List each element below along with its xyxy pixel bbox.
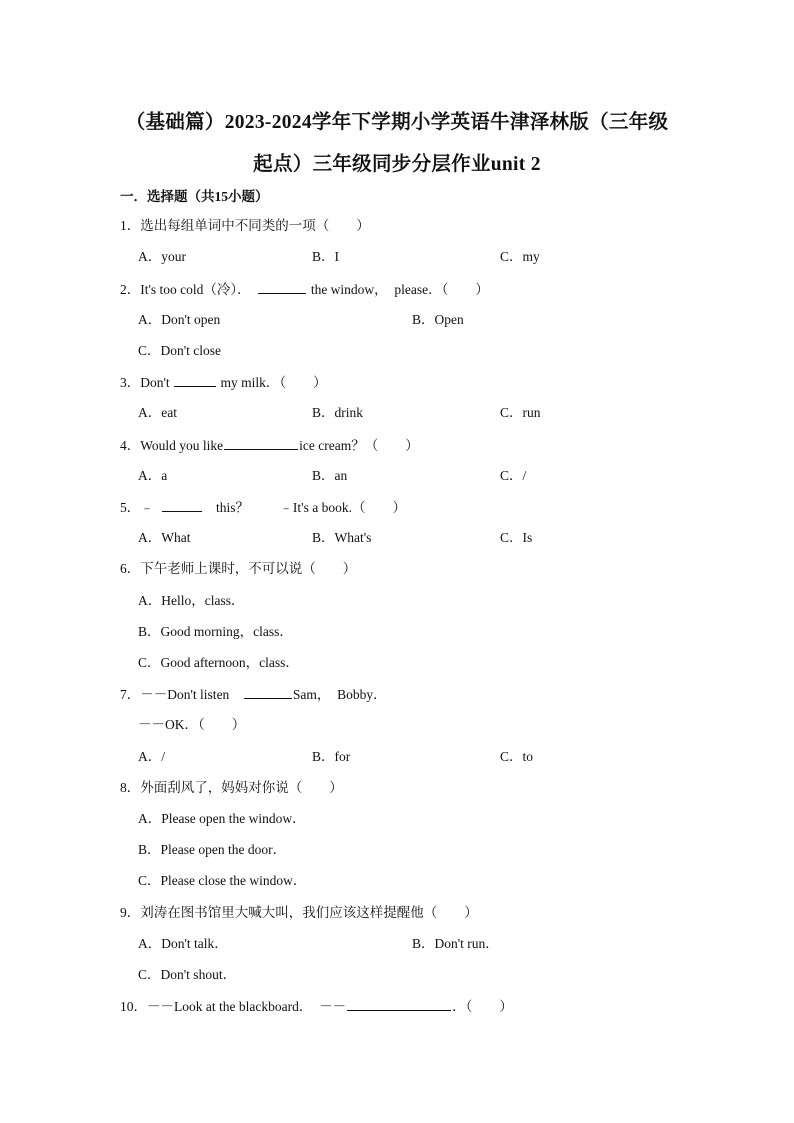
question-5-option-a: A．What (138, 530, 191, 545)
question-9-option-a: A．Don't talk． (138, 936, 228, 951)
question-1-option-a: A．your (138, 249, 186, 264)
question-1-option-c: C．my (500, 249, 540, 264)
question-7-option-c: C．to (500, 749, 534, 764)
question-3-stem-part-b: my milk．（ ） (220, 375, 327, 390)
question-2-option-c: C．Don't close (138, 343, 222, 358)
question-6-option-b: B．Good morning，class． (138, 624, 293, 639)
document-title-line-2: 起点）三年级同步分层作业unit 2 (253, 154, 541, 175)
question-2-option-a: A．Don't open (138, 312, 221, 327)
answer-blank (258, 280, 306, 294)
question-3-option-b: B．drink (312, 405, 364, 420)
question-1-stem: 1．选出每组单词中不同类的一项（ ） (120, 218, 370, 233)
question-4-stem-part-b: ice cream？（ ） (299, 438, 419, 453)
question-10-stem (120, 997, 513, 1016)
question-5-stem (120, 498, 406, 517)
question-10-stem-part-b: ．（ ） (452, 999, 513, 1014)
answer-blank (244, 685, 292, 699)
answer-blank (224, 436, 298, 450)
question-3-stem-part-a: 3．Don't (120, 375, 170, 390)
question-1-option-b: B．I (312, 249, 339, 264)
document-title-line-1: （基础篇）2023-2024学年下学期小学英语牛津泽林版（三年级 (125, 112, 669, 133)
question-8-option-b: B．Please open the door． (138, 842, 287, 857)
question-6-stem: 6．下午老师上课时，不可以说（ ） (120, 561, 357, 576)
question-3-option-c: C．run (500, 405, 541, 420)
question-7-stem-part-a: 7．－－Don't listen (120, 687, 230, 702)
question-5-stem-part-a: 5．﹣ (120, 500, 154, 515)
question-2-stem-part-b: the window， please．（ ） (310, 282, 489, 297)
question-6-option-c: C．Good afternoon，class． (138, 655, 299, 670)
question-5-option-c: C．Is (500, 530, 533, 545)
section-heading: 一．选择题（共15小题） (120, 189, 269, 204)
question-3-stem (120, 373, 327, 392)
question-9-option-b: B．Don't run． (412, 936, 499, 951)
question-7-stem (120, 685, 387, 704)
question-2-option-b: B．Open (412, 312, 464, 327)
question-10-stem-part-a: 10．－－Look at the blackboard． －－ (120, 999, 347, 1014)
question-4-stem (120, 436, 419, 455)
question-4-option-b: B．an (312, 468, 348, 483)
question-5-stem-part-c: ﹣It's a book.（ ） (279, 500, 406, 515)
question-7-option-a: A．/ (138, 749, 165, 764)
question-8-option-c: C．Please close the window． (138, 873, 307, 888)
question-4-option-c: C．/ (500, 468, 527, 483)
answer-blank (174, 373, 216, 387)
question-2-stem-part-a: 2．It's too cold（冷）． (120, 282, 251, 297)
question-4-stem-part-a: 4．Would you like (120, 438, 224, 453)
question-7-option-b: B．for (312, 749, 351, 764)
question-5-option-b: B．What's (312, 530, 372, 545)
question-7-stem-part-b: Sam， Bobby． (292, 687, 387, 702)
question-6-option-a: A．Hello，class． (138, 593, 245, 608)
answer-blank (347, 997, 451, 1011)
question-5-stem-part-b: this？ (216, 500, 250, 515)
question-7-stem-line-2: －－OK．（ ） (138, 717, 246, 732)
question-9-stem: 9．刘涛在图书馆里大喊大叫，我们应该这样提醒他（ ） (120, 905, 478, 920)
question-2-stem (120, 280, 489, 299)
question-3-option-a: A．eat (138, 405, 177, 420)
question-8-stem: 8．外面刮风了，妈妈对你说（ ） (120, 780, 343, 795)
question-8-option-a: A．Please open the window． (138, 811, 306, 826)
question-9-option-c: C．Don't shout． (138, 967, 237, 982)
answer-blank (162, 498, 202, 512)
question-4-option-a: A．a (138, 468, 168, 483)
